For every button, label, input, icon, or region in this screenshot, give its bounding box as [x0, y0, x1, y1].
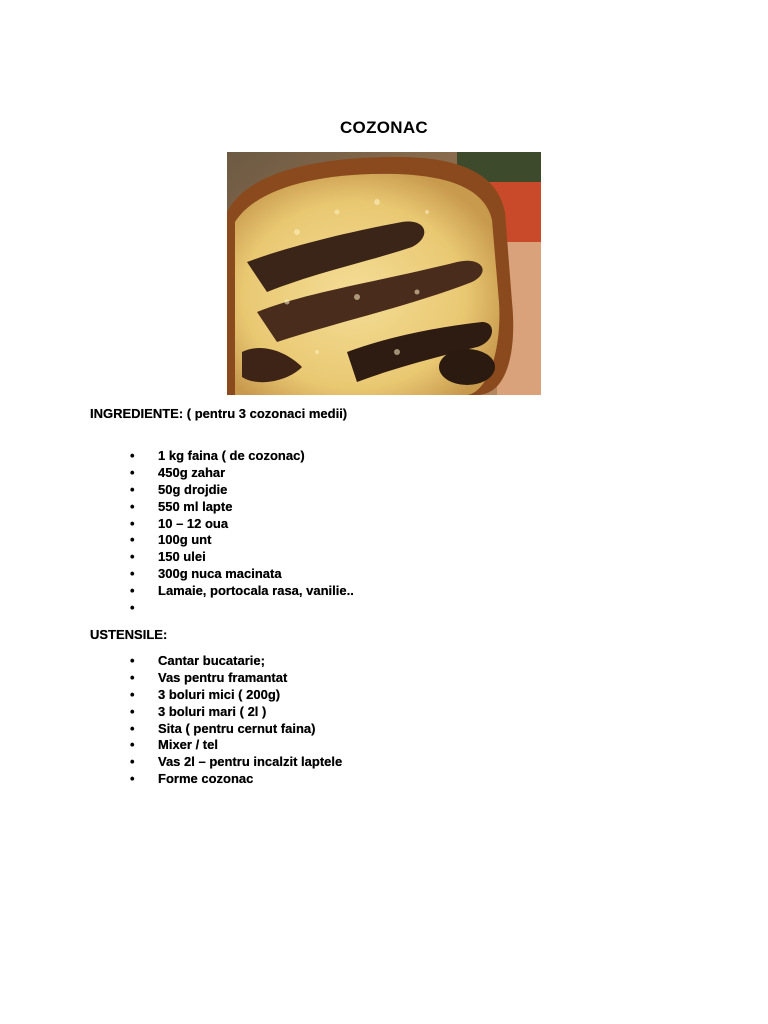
- bullet: •: [130, 703, 135, 719]
- bullet: •: [130, 771, 135, 787]
- bullet: •: [130, 720, 135, 736]
- list-item: • Forme cozonac: [130, 771, 254, 787]
- list-item: • Lamaie, portocala rasa, vanilie..: [130, 583, 354, 599]
- list-item: • 10 – 12 oua: [130, 515, 229, 531]
- bullet: •: [130, 549, 135, 565]
- bullet: •: [130, 448, 135, 463]
- list-item: • Mixer / tel: [130, 737, 218, 753]
- list-item: • 3 boluri mici ( 200g): [130, 686, 281, 702]
- bullet: •: [130, 464, 135, 480]
- tools-list: [130, 653, 342, 788]
- cozonac-photo: [227, 152, 541, 395]
- bullet: •: [130, 515, 135, 531]
- list-item: [130, 600, 354, 617]
- bullet: •: [130, 498, 135, 514]
- bullet: •: [130, 737, 135, 753]
- list-item: • Vas 2l – pentru incalzit laptele: [130, 754, 343, 770]
- bullet: •: [130, 583, 135, 599]
- bullet: •: [130, 481, 135, 497]
- list-item: • 50g drojdie: [130, 481, 228, 497]
- page-title: COZONAC: [339, 118, 429, 137]
- bullet: •: [130, 669, 135, 685]
- list-item: • 300g nuca macinata: [130, 566, 282, 582]
- bullet: •: [130, 653, 135, 668]
- list-item: • 150 ulei: [130, 549, 206, 565]
- ingredients-heading: INGREDIENTE: ( pentru 3 cozonaci medii): [90, 406, 348, 421]
- list-item: • Vas pentru framantat: [130, 669, 288, 685]
- list-item: • 100g unt: [130, 532, 212, 548]
- bullet: •: [130, 566, 135, 582]
- bullet: •: [130, 532, 135, 548]
- list-item: • Cantar bucatarie;: [130, 653, 265, 668]
- ingredients-list: [130, 448, 354, 617]
- list-item: • 450g zahar: [130, 464, 226, 480]
- tools-heading: USTENSILE:: [90, 627, 168, 642]
- list-item: • 3 boluri mari ( 2l ): [130, 703, 267, 719]
- list-item: • 550 ml lapte: [130, 498, 233, 514]
- bullet: •: [130, 600, 135, 616]
- list-item: • Sita ( pentru cernut faina): [130, 720, 316, 736]
- list-item: • 1 kg faina ( de cozonac): [130, 448, 305, 463]
- bullet: •: [130, 754, 135, 770]
- bullet: •: [130, 686, 135, 702]
